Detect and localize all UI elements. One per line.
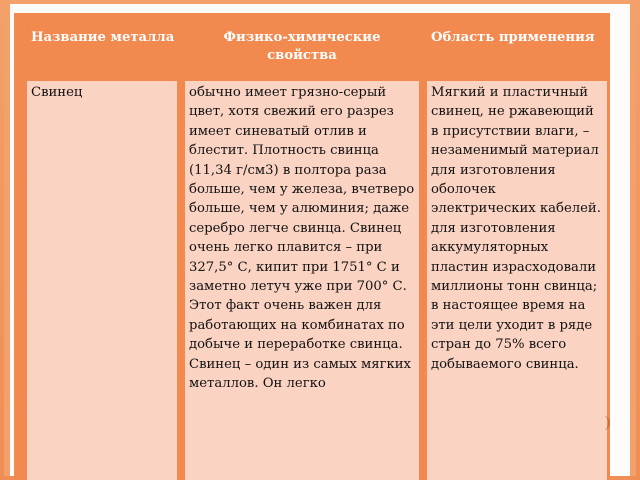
cell-application xyxy=(427,81,607,480)
header-metal-name-text: Название металла xyxy=(31,30,175,45)
left-decoration-stripe xyxy=(4,4,10,476)
header-properties-text: Физико-химические свойства xyxy=(223,30,381,63)
properties-text: обычно имеет грязно-серый цвет, хотя свежий его разрез имеет синеватый отлив и блестит. Плотность свинца (11,34 г/см3) в полтора раза больше, чем у железа, вчетверо больше, чем у алюминия; даже серебро легче свинца. Свинец очень легко плавится – при 327,5° С, кипит при 1751° С и заметно летуч уже при 700° С. Этот факт очень важен для работающих на комбинатах по добыче и переработке свинца. Свинец – один из самых мягких металлов. Он легко xyxy=(189,85,415,392)
metals-table xyxy=(14,13,610,480)
cell-properties xyxy=(185,81,419,480)
application-text: Мягкий и пластичный свинец, не ржавеющий в присутствии влаги, – незаменимый материал для изготовления оболочек электрических кабелей. для изготовления аккумуляторных пластин израсходовали миллионы тонн свинца; в настоящее время на эти цели уходит в ряде стран до 75% всего добываемого свинца. xyxy=(431,85,601,372)
page-curl-decoration xyxy=(598,416,610,430)
metal-name: Свинец xyxy=(31,85,83,100)
header-properties xyxy=(185,29,419,81)
header-application-text: Область применения xyxy=(431,30,595,45)
right-decoration-stripe xyxy=(630,4,636,476)
header-metal-name xyxy=(27,29,177,81)
header-application xyxy=(427,29,607,81)
cell-metal xyxy=(27,81,177,480)
